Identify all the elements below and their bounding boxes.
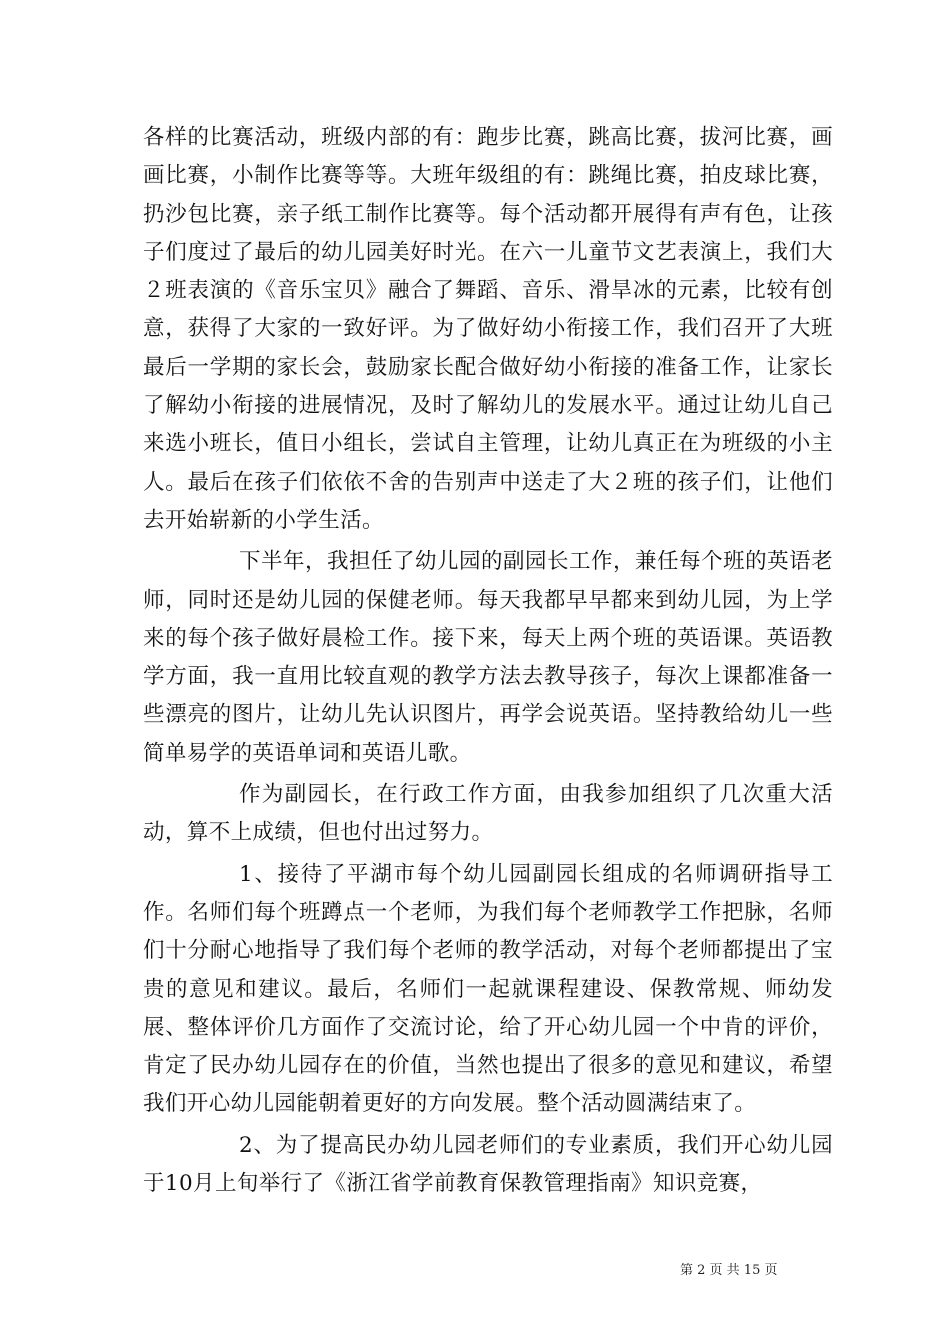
paragraph-2: 下半年，我担任了幼儿园的副园长工作，兼任每个班的英语老师，同时还是幼儿园的保健老师。每天我都早早都来到幼儿园，为上学来的每个孩子做好晨检工作。接下来，每天上两个班的英语课。英语教学方面，我一直用比较直观的教学方法去教导孩子，每次上课都准备一些漂亮的图片，让幼儿先认识图片，再学会说英语。坚持教给幼儿一些简单易学的英语单词和英语儿歌。 — [143, 549, 833, 766]
paragraph-1: 各样的比赛活动，班级内部的有：跑步比赛，跳高比赛，拔河比赛，画画比赛，小制作比赛等等。大班年级组的有：跳绳比赛，拍皮球比赛，扔沙包比赛，亲子纸工制作比赛等。每个活动都开展得有声有色，让孩子们度过了最后的幼儿园美好时光。在六一儿童节文艺表演上，我们大２班表演的《音乐宝贝》融合了舞蹈、音乐、滑旱冰的元素，比较有创意，获得了大家的一致好评。为了做好幼小衔接工作，我们召开了大班最后一学期的家长会，鼓励家长配合做好幼小衔接的准备工作，让家长了解幼小衔接的进展情况，及时了解幼儿的发展水平。通过让幼儿自己来选小班长，值日小组长，尝试自主管理，让幼儿真正在为班级的小主人。最后在孩子们依依不舍的告别声中送走了大２班的孩子们，让他们去开始崭新的小学生活。 — [143, 125, 833, 533]
paragraph-5: 2、为了提高民办幼儿园老师们的专业素质，我们开心幼儿园于10月上旬举行了《浙江省学前教育保教管理指南》知识竞赛， — [143, 1132, 833, 1197]
paragraph-4: 1、接待了平湖市每个幼儿园副园长组成的名师调研指导工作。名师们每个班蹲点一个老师，为我们每个老师教学工作把脉，名师们十分耐心地指导了我们每个老师的教学活动，对每个老师都提出了宝贵的意见和建议。最后，名师们一起就课程建设、保教常规、师幼发展、整体评价几方面作了交流讨论，给了开心幼儿园一个中肯的评价，肯定了民办幼儿园存在的价值，当然也提出了很多的意见和建议，希望我们开心幼儿园能朝着更好的方向发展。整个活动圆满结束了。 — [143, 861, 833, 1117]
page-number-footer: 第 2 页 共 15 页 — [680, 1263, 778, 1278]
paragraph-3: 作为副园长，在行政工作方面，由我参加组织了几次重大活动，算不上成绩，但也付出过努力。 — [143, 782, 833, 846]
document-body — [143, 119, 833, 1203]
